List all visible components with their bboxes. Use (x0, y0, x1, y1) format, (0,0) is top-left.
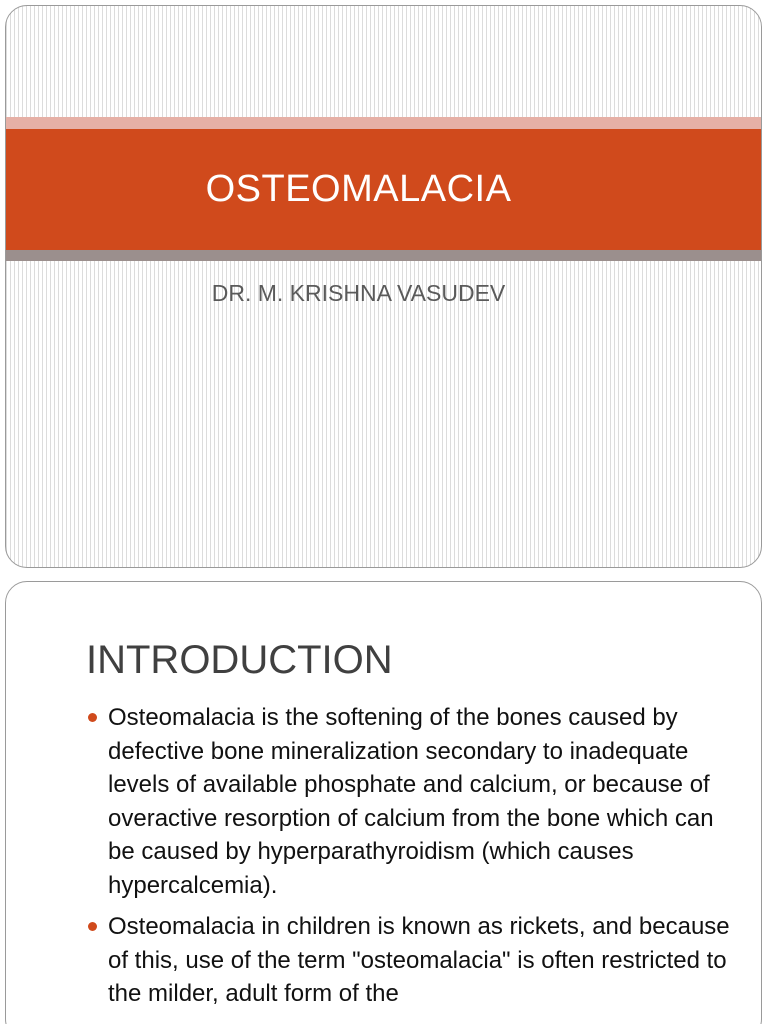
content-slide[interactable] (5, 581, 762, 1024)
slide-subtitle: DR. M. KRISHNA VASUDEV (211, 280, 506, 306)
title-band (6, 129, 761, 250)
bullet-item (86, 910, 736, 1011)
slide-title: OSTEOMALACIA (205, 168, 512, 210)
slide-heading: INTRODUCTION (86, 638, 393, 682)
bullet-dot-icon (88, 922, 97, 931)
bullet-text: Osteomalacia in children is known as rickets, and because of this, use of the term "osteomalacia" is often restricted to the milder, adult form of the (108, 913, 730, 1007)
title-slide[interactable] (5, 5, 762, 568)
title-band-bottom-stripe (6, 250, 761, 261)
bullet-dot-icon (88, 713, 97, 722)
bullet-item (86, 701, 736, 902)
bullet-list (86, 701, 736, 1019)
title-band-top-stripe (6, 117, 761, 129)
bullet-text: Osteomalacia is the softening of the bones caused by defective bone mineralization secondary to inadequate levels of available phosphate and calcium, or because of overactive resorption of calcium from the bone which can be caused by hyperparathyroidism (which causes hypercalcemia). (108, 704, 714, 899)
